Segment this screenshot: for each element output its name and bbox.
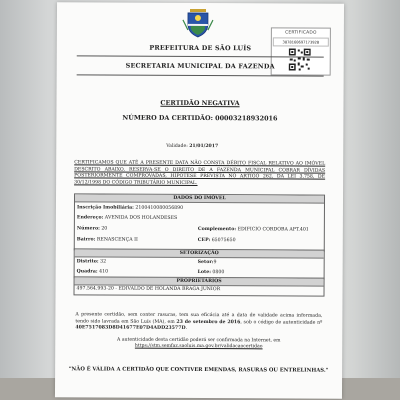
field-setor: Setor:9 [197,259,217,266]
property-heading: DADOS DO IMÓVEL [75,194,324,203]
org-name: PREFEITURA DE SÃO LUÍS [149,43,252,53]
certificate-code: 387816069717392B [273,37,329,46]
field-endereco: Endereço: AVENIDA DOS HOLANDESES [76,215,178,221]
owner-entry: 497.564.993-20 - EDIVALDO DE HOLANDA BRAGA JUNIOR [76,286,221,293]
certificate-document [55,2,344,398]
certificate-number: NÚMERO DA CERTIDÃO: 00003218932016 [122,113,278,123]
coat-of-arms-icon [181,6,215,38]
field-numero: Número: 20 [76,226,108,232]
field-bairro: Bairro: RENASCENÇA II [76,237,138,243]
field-quadra: Quadra: 410 [76,269,109,275]
header-divider [77,55,324,57]
header-divider [77,74,324,76]
sectorization-table [74,248,325,279]
validity-line [166,144,218,149]
sectorization-heading: SETORIZAÇÃO [75,249,324,258]
validation-url[interactable]: https://stm.semfaz.saoluis.ma.gov.br/validacaocertidao [134,344,263,350]
certificate-label: CERTIFICADO [285,30,317,36]
property-data-table [74,193,325,251]
field-lote: Lote: 0800 [197,269,225,276]
certification-statement: CERTIFICAMOS QUE ATÉ A PRESENTE DATA NÃO CONSTA DÉBITO FISCAL RELATIVO AO IMÓVEL DESCRITO ABAIXO, RESERVA-SE O DIREITO DE A FAZENDA MUNICIPAL COBRAR DÍVIDAS POSTERIORMENTE COMPROVADAS, HIPÓTESE PREVISTA NO ARTIGO 262, DA LEI 3.758, DE 30/12/1998 DO CÓDIGO TRIBUTÁRIO MUNICIPAL. [74,160,326,186]
department-name: SECRETARIA MUNICIPAL DA FAZENDA [125,61,275,71]
field-complemento: Complemento: EDIFICIO CORDOBA APT.401 [197,226,309,233]
field-distrito: Distrito: 32 [76,259,107,265]
issuance-paragraph: A presente certidão, sem conter rasuras, tem sua eficácia até a data de validade acima informada, tendo sido lavrada em São Luís (MA), em 23 de setembro de 2016, sob o código de autenticidade nº 40E7517083D8D41677E07D4ADD23577D. [75,312,323,331]
validity-warning: "NÃO É VÁLIDA A CERTIDÃO QUE CONTIVER EMENDAS, RASURAS OU ENTRELINHAS." [68,366,329,374]
owners-heading: PROPRIETÁRIOS [75,277,324,286]
issuance-date: 23 de setembro de 2016 [176,319,241,325]
certificate-type: CERTIDÃO NEGATIVA [160,98,240,108]
authenticity-paragraph: A autenticidade desta certidão poderá ser confirmada na Internet, em https://stm.semfaz.saoluis.ma.gov.br/validacaocertidao [117,337,281,350]
authenticity-code: 40E7517083D8D41677E07D4ADD23577D [75,325,186,331]
owners-table [74,276,325,296]
validity-date: 21/01/2017 [189,143,219,150]
field-cep: CEP: 65075650 [197,237,236,244]
validity-label: Validade: [166,143,188,149]
field-inscricao: Inscrição Imobiliária: 2100410080056890 [76,205,184,211]
